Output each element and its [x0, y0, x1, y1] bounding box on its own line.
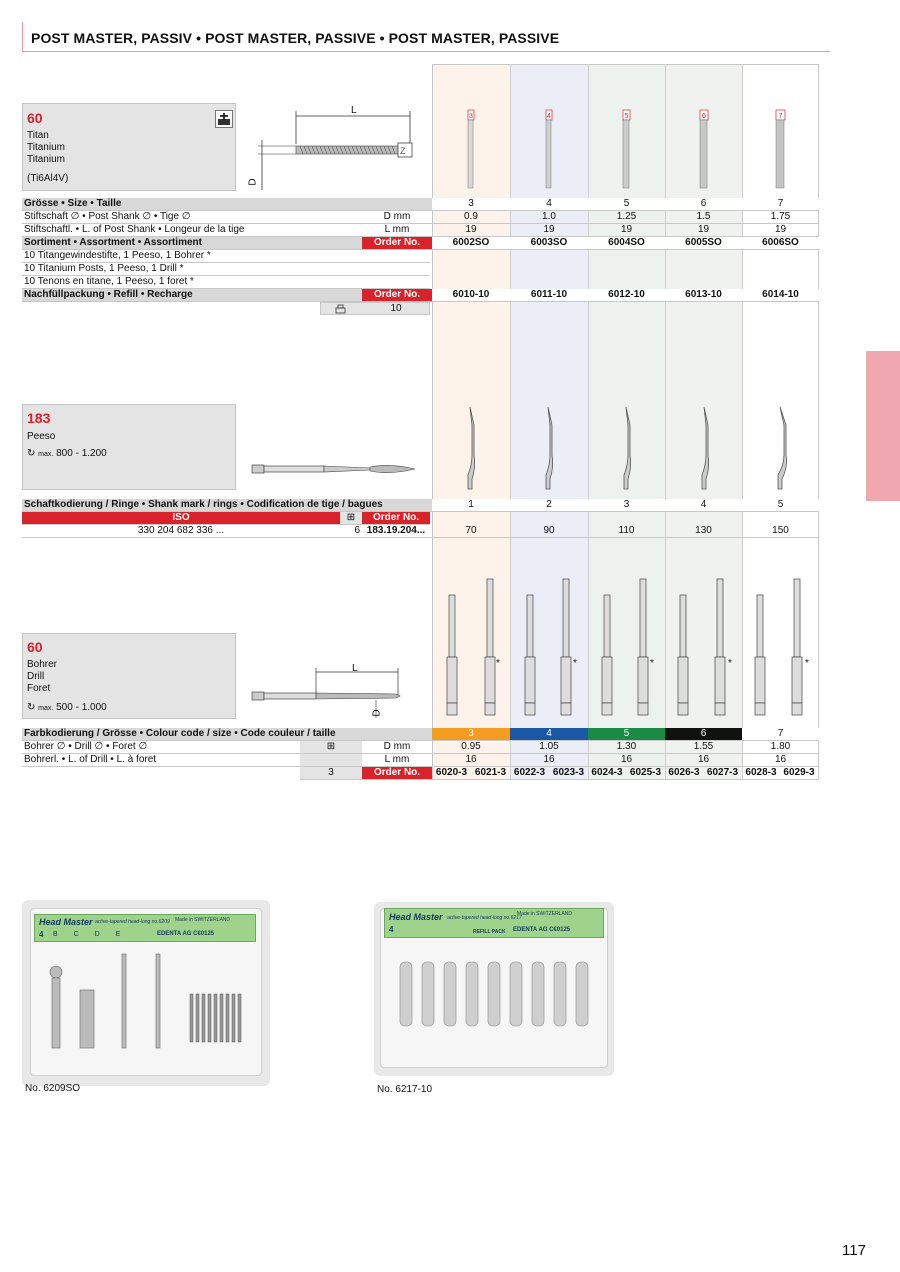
- refill-qty-row: [320, 302, 430, 315]
- ring-cell: 5: [742, 499, 819, 511]
- product-photo-6217: [374, 902, 614, 1076]
- value-cell: 19: [697, 224, 710, 235]
- product-caption: No. 6217-10: [377, 1084, 433, 1095]
- rotation-icon: ↻: [27, 448, 36, 459]
- value-cell: 1.05: [539, 741, 559, 752]
- page-header: [22, 22, 830, 52]
- box-label: [34, 914, 256, 942]
- length-row: [22, 224, 819, 237]
- star-marker: *: [573, 658, 577, 669]
- speed-prefix: max.: [38, 451, 54, 458]
- value-cell: 16: [465, 754, 477, 765]
- box-number: 4: [39, 930, 44, 939]
- star-marker: *: [728, 658, 732, 669]
- size-cell: 4: [510, 198, 588, 210]
- ring-cell: 1: [432, 499, 510, 511]
- product-box-posts: [22, 103, 236, 191]
- product-number: 60: [27, 639, 43, 655]
- size-cell: 6: [665, 198, 742, 210]
- iso-size-cell: 70: [465, 525, 477, 536]
- value-cell: 1.75: [770, 211, 791, 222]
- star-marker: *: [650, 658, 654, 669]
- svg-text:7: 7: [778, 113, 783, 120]
- value-cell: 1.25: [616, 211, 637, 222]
- product-number: 60: [27, 110, 43, 126]
- svg-text:6: 6: [702, 113, 706, 120]
- unit-cell: L mm: [384, 754, 410, 765]
- color-size-cell: 7: [742, 728, 819, 740]
- order-no-cell: 6020-3: [435, 767, 468, 778]
- order-no-cell: 6006SO: [742, 237, 819, 249]
- unit-cell: D mm: [383, 211, 411, 222]
- box-number: 4: [389, 925, 394, 934]
- color-size-cell: 5: [588, 728, 665, 740]
- color-size-cell: 4: [510, 728, 588, 740]
- shank-mark-row: [22, 499, 819, 512]
- material-line: Titanium: [27, 142, 65, 153]
- assortment-label: Sortiment • Assortment • Assortiment: [24, 237, 202, 248]
- svg-text:4: 4: [547, 113, 551, 120]
- peeso-images: [432, 405, 819, 490]
- svg-text:3: 3: [469, 113, 473, 120]
- value-cell: 16: [774, 754, 787, 765]
- assortment-row: [22, 237, 819, 250]
- order-no-label: Order No.: [362, 512, 430, 524]
- order-no-label: Order No.: [362, 767, 432, 779]
- iso-value: 330 204 682 336 ...: [137, 525, 225, 536]
- refill-qty: 10: [390, 303, 402, 314]
- box-subtitle: active-tapered head-long no.6217: [447, 915, 522, 921]
- order-no-cell: 6029-3: [783, 767, 815, 778]
- order-no-label: Order No.: [362, 237, 432, 249]
- order-no-cell: 6013-10: [665, 289, 742, 301]
- alloy-label: (Ti6Al4V): [27, 173, 69, 184]
- box-refill: REFILL PACK: [473, 929, 506, 935]
- iso-size-cell: 150: [772, 525, 789, 536]
- product-box-peeso: [22, 404, 236, 490]
- order-no-label: Order No.: [362, 289, 432, 301]
- box-contents: [38, 950, 258, 1060]
- svg-text:5: 5: [624, 113, 629, 120]
- value-cell: 19: [465, 224, 477, 235]
- unit-cell: D mm: [383, 741, 411, 752]
- iso-size-cell: 90: [543, 525, 555, 536]
- order-no-cell: 6027-3: [706, 767, 739, 778]
- drill-diameter-row: [22, 741, 819, 754]
- value-cell: 1.80: [770, 741, 791, 752]
- value-cell: 0.9: [464, 211, 478, 222]
- dimension-D: D: [371, 709, 383, 717]
- shank-mark-label: Schaftkodierung / Ringe • Shank mark / rings • Codification de tige / bagues: [24, 499, 383, 510]
- ring-cell: 3: [588, 499, 665, 511]
- value-cell: 1.0: [542, 211, 556, 222]
- pack-qty: 6: [354, 525, 360, 536]
- rotation-icon: ↻: [27, 702, 36, 713]
- dimension-L: L: [352, 663, 358, 674]
- refill-label: Nachfüllpackung • Refill • Recharge: [24, 289, 193, 300]
- order-no-cell: 6025-3: [629, 767, 662, 778]
- box-title: Head Master: [39, 917, 93, 927]
- shank-label: Stiftschaft ∅ • Post Shank ∅ • Tige ∅: [24, 211, 191, 222]
- page-title: POST MASTER, PASSIV • POST MASTER, PASSIVE • POST MASTER, PASSIVE: [31, 30, 560, 46]
- assortment-note-row: [22, 263, 430, 276]
- material-line: Titanium: [27, 154, 65, 165]
- product-caption: No. 6209SO: [25, 1083, 81, 1094]
- size-cell: 7: [742, 198, 819, 210]
- box-made-in: Made in SWITZERLAND: [175, 917, 231, 923]
- product-photo-6209: [22, 900, 270, 1086]
- value-cell: 19: [774, 224, 787, 235]
- box-subtitle: active-tapered head-long no.6209: [95, 919, 170, 925]
- svg-text:Z: Z: [400, 146, 406, 156]
- order-no-cell: 6012-10: [588, 289, 665, 301]
- iso-header-row: [22, 512, 430, 525]
- dispenser-icon: ⊞: [340, 512, 362, 524]
- value-cell: 1.5: [696, 211, 711, 222]
- dispenser-icon: [215, 110, 233, 128]
- order-no-cell: 183.19.204...: [366, 525, 426, 536]
- assortment-note-row: [22, 276, 430, 289]
- order-no-cell: 6028-3: [745, 767, 777, 778]
- side-tab-marker: [866, 351, 900, 501]
- dimension-L: L: [351, 105, 357, 116]
- color-code-row: [22, 728, 819, 741]
- value-cell: 1.55: [693, 741, 714, 752]
- dimension-D: D: [247, 178, 259, 186]
- size-cell: 3: [432, 198, 510, 210]
- color-size-cell: 3: [432, 728, 510, 740]
- value-cell: 16: [543, 754, 555, 765]
- drill-order-row: [300, 767, 819, 780]
- peeso-drill-diagram: [250, 455, 420, 485]
- product-name: Peeso: [27, 431, 56, 442]
- pack-qty: 3: [300, 767, 362, 779]
- order-no-cell: 6022-3: [513, 767, 546, 778]
- speed-prefix: max.: [38, 705, 54, 712]
- box-brand: EDENTA AG C€0125: [513, 927, 571, 933]
- box-made-in: Made in SWITZERLAND: [517, 911, 573, 917]
- size-label: Grösse • Size • Taille: [24, 198, 122, 209]
- post-dimension-diagram: [247, 100, 425, 192]
- page-number: 117: [842, 1242, 866, 1259]
- iso-size-cell: 130: [695, 525, 712, 536]
- product-name-line: Foret: [27, 683, 51, 694]
- speed-indicator: [27, 448, 107, 461]
- assortment-note: 10 Titangewindestifte, 1 Peeso, 1 Bohrer *: [24, 250, 211, 261]
- iso-label: ISO: [22, 512, 340, 524]
- product-number: 183: [27, 410, 51, 426]
- iso-value-row: [22, 525, 819, 538]
- order-no-cell: 6003SO: [510, 237, 588, 249]
- unit-cell: L mm: [384, 224, 410, 235]
- color-size-cell: 6: [665, 728, 742, 740]
- drill-dimension-diagram: [250, 660, 420, 720]
- value-cell: 16: [620, 754, 633, 765]
- blank-cell: [300, 754, 362, 766]
- iso-size-cell: 110: [618, 525, 635, 536]
- order-no-cell: 6010-10: [432, 289, 510, 301]
- order-no-cell: 6023-3: [552, 767, 585, 778]
- box-label: [384, 908, 604, 938]
- assortment-note-row: [22, 250, 430, 263]
- value-cell: 19: [543, 224, 555, 235]
- order-no-cell: 6002SO: [432, 237, 510, 249]
- dispenser-icon: ⊞: [300, 741, 362, 753]
- size-row: [22, 198, 819, 211]
- order-no-cell: 6026-3: [668, 767, 700, 778]
- ring-cell: 4: [665, 499, 742, 511]
- order-no-cell: 6014-10: [742, 289, 819, 301]
- refill-row: [22, 289, 819, 302]
- material-line: Titan: [27, 130, 49, 141]
- drill-diameter-label: Bohrer ∅ • Drill ∅ • Foret ∅: [24, 741, 148, 752]
- speed-value: 500 - 1.000: [56, 702, 107, 713]
- order-no-cell: 6024-3: [591, 767, 623, 778]
- value-cell: 19: [620, 224, 633, 235]
- assortment-note: 10 Titanium Posts, 1 Peeso, 1 Drill *: [24, 263, 184, 274]
- drill-length-label: Bohrerl. • L. of Drill • L. à foret: [24, 754, 157, 765]
- product-box-drill: [22, 633, 236, 719]
- length-label: Stiftschaftl. • L. of Post Shank • Longeur de la tige: [24, 224, 245, 235]
- value-cell: 16: [697, 754, 710, 765]
- dispenser-icon: [335, 304, 347, 314]
- color-code-label: Farbkodierung / Grösse • Colour code / size • Code couleur / taille: [24, 728, 336, 739]
- shank-row: [22, 211, 819, 224]
- drill-length-row: [22, 754, 819, 767]
- box-contents: [398, 960, 594, 1030]
- star-marker: *: [805, 658, 809, 669]
- value-cell: 1.30: [616, 741, 637, 752]
- order-no-cell: 6005SO: [665, 237, 742, 249]
- order-no-cell: 6004SO: [588, 237, 665, 249]
- product-name-line: Bohrer: [27, 659, 58, 670]
- order-no-cell: 6011-10: [510, 289, 588, 301]
- value-cell: 0.95: [461, 741, 481, 752]
- assortment-note: 10 Tenons en titane, 1 Peeso, 1 foret *: [24, 276, 194, 287]
- size-cell: 5: [588, 198, 665, 210]
- box-letters: B C D E: [53, 931, 121, 938]
- speed-indicator: [27, 702, 107, 715]
- post-images: [432, 106, 819, 194]
- ring-cell: 2: [510, 499, 588, 511]
- product-name-line: Drill: [27, 671, 45, 682]
- box-brand: EDENTA AG C€0125: [157, 931, 215, 937]
- order-no-cell: 6021-3: [474, 767, 507, 778]
- drill-images: [432, 575, 819, 723]
- box-title: Head Master: [389, 912, 443, 922]
- star-marker: *: [496, 658, 500, 669]
- speed-value: 800 - 1.200: [56, 448, 107, 459]
